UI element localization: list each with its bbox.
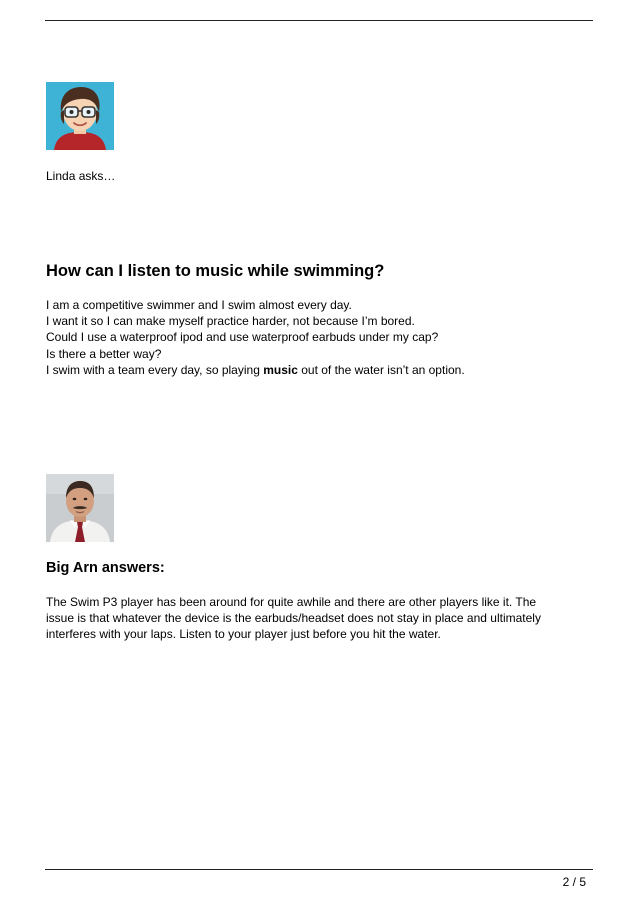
question-line-last	[46, 362, 594, 378]
answer-line: issue is that whatever the device is the earbuds/headset does not stay in place and ultimately	[46, 611, 541, 626]
asker-label: Linda asks…	[46, 169, 116, 183]
question-line: Could I use a waterproof ipod and use waterproof earbuds under my cap?	[46, 330, 439, 345]
question-line-text: I swim with a team every day, so playing	[46, 362, 264, 377]
big-arn-photo	[46, 474, 114, 542]
question-line: I am a competitive swimmer and I swim almost every day.	[46, 298, 352, 312]
linda-avatar	[46, 82, 114, 150]
answer-line: interferes with your laps. Listen to your player just before you hit the water.	[46, 627, 441, 642]
question-line-text: out of the water isn’t an option.	[297, 362, 465, 377]
header-rule	[45, 20, 593, 21]
footer-rule	[45, 869, 593, 870]
answer-heading: Big Arn answers:	[46, 560, 165, 576]
question-line: I want it so I can make myself practice harder, not because I’m bored.	[46, 314, 415, 329]
question-line: Is there a better way?	[46, 346, 162, 361]
answer-line: The Swim P3 player has been around for quite awhile and there are other players like it. The	[46, 595, 537, 609]
question-title: How can I listen to music while swimming?	[46, 262, 385, 280]
music-keyword: music	[263, 362, 298, 377]
question-body	[46, 297, 594, 378]
answer-body	[46, 594, 594, 643]
page-number: 2 / 5	[562, 875, 586, 889]
